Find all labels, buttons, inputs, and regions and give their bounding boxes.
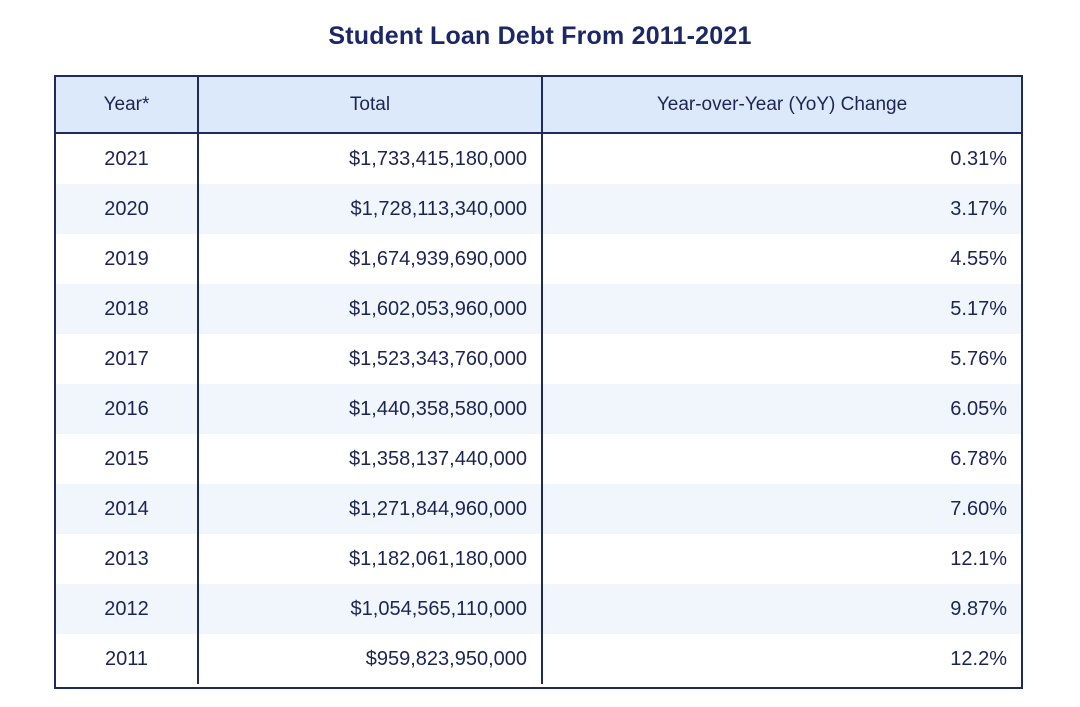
year-cell: 2017 <box>104 347 149 370</box>
yoy-change-cell: 12.1% <box>542 534 1021 584</box>
table-row <box>56 184 1021 234</box>
column-header-yoy-change: Year-over-Year (YoY) Change <box>542 77 1021 133</box>
total-cell: $1,674,939,690,000 <box>198 234 542 284</box>
total-cell: $1,271,844,960,000 <box>198 484 542 534</box>
table-row <box>56 434 1021 484</box>
column-header-total: Total <box>198 77 542 133</box>
year-cell: 2014 <box>56 484 198 534</box>
year-cell: 2015 <box>104 447 149 470</box>
table-row <box>56 584 1021 634</box>
table-row <box>56 334 1021 384</box>
year-cell: 2018 <box>56 284 198 334</box>
table-row <box>56 484 1021 534</box>
total-cell: $1,182,061,180,000 <box>198 534 542 584</box>
year-cell: 2020 <box>56 184 198 234</box>
table-row <box>56 133 1021 184</box>
yoy-change-cell: 5.76% <box>542 334 1021 384</box>
total-cell: $1,728,113,340,000 <box>198 184 542 234</box>
year-cell: 2021 <box>104 147 149 170</box>
yoy-change-cell: 6.05% <box>542 384 1021 434</box>
total-cell: $1,054,565,110,000 <box>198 584 542 634</box>
table-body <box>56 133 1021 684</box>
year-cell: 2013 <box>104 547 149 570</box>
table-title: Student Loan Debt From 2011-2021 <box>328 22 752 50</box>
table-row <box>56 634 1021 684</box>
yoy-change-cell: 4.55% <box>542 234 1021 284</box>
yoy-change-cell: 9.87% <box>542 584 1021 634</box>
total-cell: $959,823,950,000 <box>198 634 542 684</box>
data-table-container <box>54 75 1023 689</box>
yoy-change-cell: 7.60% <box>542 484 1021 534</box>
total-cell: $1,358,137,440,000 <box>198 434 542 484</box>
total-cell: $1,523,343,760,000 <box>198 334 542 384</box>
year-cell: 2011 <box>104 647 148 670</box>
loan-debt-table <box>56 77 1021 684</box>
yoy-change-cell: 0.31% <box>542 133 1021 184</box>
table-row <box>56 284 1021 334</box>
table-row <box>56 384 1021 434</box>
yoy-change-cell: 3.17% <box>542 184 1021 234</box>
year-cell: 2016 <box>56 384 198 434</box>
year-cell: 2012 <box>56 584 198 634</box>
column-header-year: Year* <box>56 77 198 133</box>
table-header-row <box>56 77 1021 133</box>
total-cell: $1,733,415,180,000 <box>198 133 542 184</box>
table-row <box>56 234 1021 284</box>
yoy-change-cell: 12.2% <box>542 634 1021 684</box>
total-cell: $1,602,053,960,000 <box>198 284 542 334</box>
yoy-change-cell: 5.17% <box>542 284 1021 334</box>
total-cell: $1,440,358,580,000 <box>198 384 542 434</box>
table-row <box>56 534 1021 584</box>
yoy-change-cell: 6.78% <box>542 434 1021 484</box>
year-cell: 2019 <box>104 247 149 270</box>
